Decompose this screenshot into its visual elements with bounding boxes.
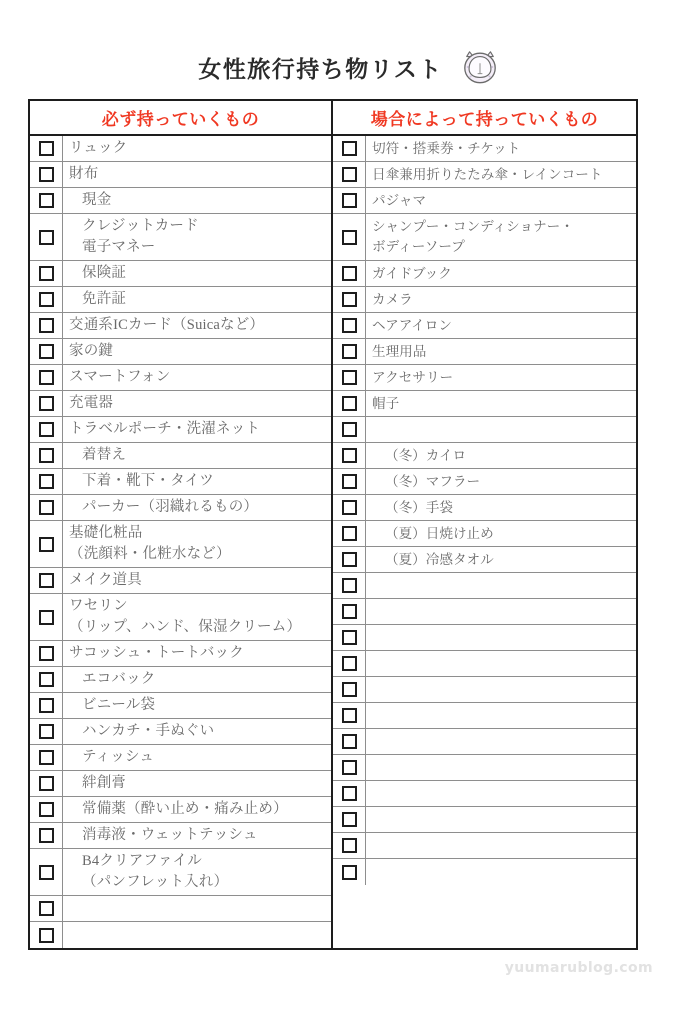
checkbox-icon[interactable] xyxy=(342,708,357,723)
item-label-line: 日傘兼用折りたたみ傘・レインコート xyxy=(372,166,603,182)
item-label-line: （冬）手袋 xyxy=(385,499,453,515)
checkbox-cell[interactable] xyxy=(30,568,63,593)
table-row xyxy=(30,365,331,391)
table-row xyxy=(333,651,636,677)
item-label-line: ボディーソープ xyxy=(372,239,465,254)
item-label-cell xyxy=(366,677,636,702)
checkbox-cell[interactable] xyxy=(30,495,63,520)
checkbox-icon[interactable] xyxy=(39,141,54,156)
checkbox-cell[interactable] xyxy=(333,313,366,338)
item-label-line: パーカー（羽織れるもの） xyxy=(82,498,259,515)
checkbox-icon[interactable] xyxy=(39,802,54,817)
checkbox-icon[interactable] xyxy=(39,193,54,208)
table-row xyxy=(333,495,636,521)
item-label-line: トラベルポーチ・洗濯ネット xyxy=(69,420,261,437)
checkbox-cell[interactable] xyxy=(333,833,366,858)
checkbox-cell[interactable] xyxy=(333,261,366,286)
checkbox-cell[interactable] xyxy=(333,729,366,754)
table-row xyxy=(30,693,331,719)
item-label-cell xyxy=(366,781,636,806)
checkbox-cell[interactable] xyxy=(30,261,63,286)
item-label-cell xyxy=(366,365,636,390)
checkbox-icon[interactable] xyxy=(342,656,357,671)
item-label-cell xyxy=(366,625,636,650)
checkbox-cell[interactable] xyxy=(30,771,63,796)
checkbox-icon[interactable] xyxy=(39,537,54,552)
item-label-cell xyxy=(366,417,636,442)
item-label-line: ハンカチ・手ぬぐい xyxy=(82,722,215,739)
table-row xyxy=(30,641,331,667)
checkbox-cell[interactable] xyxy=(333,188,366,213)
checkbox-icon[interactable] xyxy=(39,422,54,437)
item-label-line: 消毒液・ウェットテッシュ xyxy=(82,826,258,843)
checkbox-cell[interactable] xyxy=(30,745,63,770)
item-label-cell xyxy=(366,214,636,260)
checkbox-icon[interactable] xyxy=(342,344,357,359)
checkbox-cell[interactable] xyxy=(333,287,366,312)
table-row xyxy=(333,859,636,885)
item-label-line: サコッシュ・トートバック xyxy=(69,644,244,661)
table-row xyxy=(333,469,636,495)
item-label-cell xyxy=(63,443,331,468)
item-label-cell xyxy=(63,469,331,494)
checkbox-icon[interactable] xyxy=(39,474,54,489)
item-label-line: B4クリアファイル xyxy=(82,852,202,869)
item-label-line: 交通系ICカード（Suicaなど） xyxy=(69,316,265,333)
table-row xyxy=(333,188,636,214)
checkbox-icon[interactable] xyxy=(39,318,54,333)
checkbox-icon[interactable] xyxy=(342,812,357,827)
checkbox-icon[interactable] xyxy=(39,901,54,916)
table-row xyxy=(333,547,636,573)
item-label-line: 基礎化粧品 xyxy=(69,524,143,541)
checkbox-icon[interactable] xyxy=(342,141,357,156)
item-label-cell xyxy=(63,823,331,848)
item-label-line: ティッシュ xyxy=(82,748,155,765)
item-label-cell xyxy=(366,261,636,286)
table-row xyxy=(30,896,331,922)
item-label-cell xyxy=(63,922,331,948)
item-label-cell xyxy=(63,162,331,187)
checkbox-cell[interactable] xyxy=(333,651,366,676)
item-label-cell xyxy=(366,859,636,885)
item-label-line: 家の鍵 xyxy=(69,342,114,359)
item-label-cell xyxy=(366,547,636,572)
table-row xyxy=(333,214,636,261)
checkbox-icon[interactable] xyxy=(39,646,54,661)
checkbox-cell[interactable] xyxy=(333,703,366,728)
table-row xyxy=(30,287,331,313)
checkbox-icon[interactable] xyxy=(342,448,357,463)
table-row xyxy=(30,849,331,896)
item-label-cell xyxy=(366,188,636,213)
item-label-cell xyxy=(63,693,331,718)
checkbox-icon[interactable] xyxy=(39,698,54,713)
item-label-line: ヘアアイロン xyxy=(372,317,452,333)
checkbox-icon[interactable] xyxy=(39,828,54,843)
item-label-cell xyxy=(63,365,331,390)
checkbox-icon[interactable] xyxy=(39,396,54,411)
item-label-cell xyxy=(366,651,636,676)
packing-checklist-table xyxy=(28,99,638,950)
checkbox-icon[interactable] xyxy=(342,630,357,645)
column-header-must-take: 必ず持っていくもの xyxy=(30,101,333,134)
checkbox-icon[interactable] xyxy=(342,396,357,411)
table-row xyxy=(333,781,636,807)
item-label-cell xyxy=(366,573,636,598)
checkbox-cell[interactable] xyxy=(30,287,63,312)
table-row xyxy=(30,443,331,469)
item-label-line: 下着・靴下・タイツ xyxy=(82,472,215,489)
table-row xyxy=(333,313,636,339)
table-row xyxy=(30,521,331,568)
checkbox-cell[interactable] xyxy=(333,677,366,702)
item-label-cell xyxy=(63,261,331,286)
table-row xyxy=(333,417,636,443)
table-row xyxy=(333,365,636,391)
checkbox-icon[interactable] xyxy=(39,448,54,463)
checkbox-cell[interactable] xyxy=(30,214,63,260)
item-label-line: （パンフレット入れ） xyxy=(82,874,229,890)
item-label-cell xyxy=(63,849,331,895)
checkbox-cell[interactable] xyxy=(333,443,366,468)
checkbox-cell[interactable] xyxy=(30,391,63,416)
checkbox-cell[interactable] xyxy=(333,781,366,806)
item-label-line: エコバック xyxy=(82,670,156,687)
checkbox-icon[interactable] xyxy=(342,838,357,853)
item-label-line: リュック xyxy=(69,139,128,156)
item-label-cell xyxy=(366,599,636,624)
item-label-cell xyxy=(366,703,636,728)
item-label-cell xyxy=(366,136,636,161)
item-label-cell xyxy=(366,521,636,546)
item-label-line: （洗顔料・化粧水など） xyxy=(69,546,231,562)
item-label-line: ガイドブック xyxy=(372,265,452,281)
checkbox-cell[interactable] xyxy=(30,641,63,666)
table-row xyxy=(30,495,331,521)
table-row xyxy=(30,823,331,849)
item-label-cell xyxy=(63,417,331,442)
checkbox-icon[interactable] xyxy=(39,750,54,765)
table-row xyxy=(30,771,331,797)
table-row xyxy=(333,391,636,417)
table-row xyxy=(30,594,331,641)
checkbox-cell[interactable] xyxy=(30,136,63,161)
checkbox-cell[interactable] xyxy=(333,365,366,390)
table-body xyxy=(30,136,636,948)
checkbox-cell[interactable] xyxy=(30,719,63,744)
table-row xyxy=(333,443,636,469)
item-label-line: （夏）冷感タオル xyxy=(385,551,494,567)
checkbox-cell[interactable] xyxy=(333,755,366,780)
checkbox-icon[interactable] xyxy=(342,760,357,775)
item-label-cell xyxy=(63,896,331,921)
item-label-cell xyxy=(366,443,636,468)
item-label-cell xyxy=(63,568,331,593)
table-row xyxy=(333,162,636,188)
item-label-cell xyxy=(63,641,331,666)
table-row xyxy=(30,339,331,365)
table-row xyxy=(333,521,636,547)
checkbox-cell[interactable] xyxy=(30,896,63,921)
checkbox-cell[interactable] xyxy=(30,922,63,948)
column-header-maybe-take: 場合によって持っていくもの xyxy=(370,110,599,130)
table-row xyxy=(30,667,331,693)
table-row xyxy=(30,745,331,771)
item-label-line: 現金 xyxy=(82,191,112,208)
item-label-cell xyxy=(63,797,331,822)
item-label-line: 生理用品 xyxy=(372,343,427,359)
checkbox-icon[interactable] xyxy=(39,167,54,182)
item-label-cell xyxy=(366,391,636,416)
item-label-cell xyxy=(366,755,636,780)
item-label-line: スマートフォン xyxy=(69,368,171,385)
checkbox-cell[interactable] xyxy=(333,162,366,187)
table-row xyxy=(333,625,636,651)
table-row xyxy=(333,833,636,859)
checkbox-icon[interactable] xyxy=(39,344,54,359)
checkbox-cell[interactable] xyxy=(30,443,63,468)
table-row xyxy=(333,261,636,287)
checkbox-icon[interactable] xyxy=(342,474,357,489)
checkbox-icon[interactable] xyxy=(39,370,54,385)
table-header-row xyxy=(30,101,636,136)
item-label-line: 帽子 xyxy=(372,395,400,411)
checkbox-cell[interactable] xyxy=(333,599,366,624)
checkbox-cell[interactable] xyxy=(333,214,366,260)
checkbox-cell[interactable] xyxy=(30,849,63,895)
item-label-line: （冬）マフラー xyxy=(385,473,481,489)
table-row xyxy=(30,922,331,948)
item-label-cell xyxy=(63,719,331,744)
table-row xyxy=(333,287,636,313)
item-label-cell xyxy=(63,287,331,312)
column-must-take xyxy=(30,136,333,948)
checkbox-icon[interactable] xyxy=(342,370,357,385)
item-label-cell xyxy=(63,745,331,770)
item-label-cell xyxy=(63,594,331,640)
checkbox-cell[interactable] xyxy=(333,625,366,650)
table-row xyxy=(333,807,636,833)
checkbox-cell[interactable] xyxy=(30,162,63,187)
table-row xyxy=(30,214,331,261)
checkbox-icon[interactable] xyxy=(342,578,357,593)
round-animal-mascot-icon xyxy=(461,48,499,86)
checkbox-cell[interactable] xyxy=(30,313,63,338)
item-label-line: （冬）カイロ xyxy=(385,447,467,463)
table-row xyxy=(30,568,331,594)
item-label-line: 切符・搭乗券・チケット xyxy=(372,140,521,156)
checkbox-cell[interactable] xyxy=(30,339,63,364)
checkbox-icon[interactable] xyxy=(39,266,54,281)
checkbox-icon[interactable] xyxy=(342,865,357,880)
item-label-line: 着替え xyxy=(82,446,127,463)
checkbox-cell[interactable] xyxy=(333,136,366,161)
table-row xyxy=(30,261,331,287)
item-label-cell xyxy=(366,469,636,494)
checkbox-icon[interactable] xyxy=(342,604,357,619)
table-row xyxy=(333,755,636,781)
table-row xyxy=(30,391,331,417)
checkbox-cell[interactable] xyxy=(333,573,366,598)
site-watermark: yuumarublog.com xyxy=(504,960,653,976)
item-label-line: 電子マネー xyxy=(82,239,156,255)
checkbox-cell[interactable] xyxy=(30,823,63,848)
item-label-line: 絆創膏 xyxy=(82,774,127,791)
checkbox-icon[interactable] xyxy=(342,526,357,541)
checkbox-icon[interactable] xyxy=(342,786,357,801)
checkbox-icon[interactable] xyxy=(342,167,357,182)
item-label-cell xyxy=(63,214,331,260)
checkbox-cell[interactable] xyxy=(333,417,366,442)
table-row xyxy=(333,339,636,365)
item-label-line: アクセサリー xyxy=(372,369,454,385)
checkbox-cell[interactable] xyxy=(333,807,366,832)
checkbox-cell[interactable] xyxy=(30,693,63,718)
checkbox-icon[interactable] xyxy=(342,734,357,749)
checkbox-cell[interactable] xyxy=(333,391,366,416)
item-label-line: 免許証 xyxy=(82,290,127,307)
checkbox-icon[interactable] xyxy=(342,230,357,245)
item-label-line: 財布 xyxy=(69,165,99,182)
checkbox-icon[interactable] xyxy=(342,682,357,697)
table-row xyxy=(30,162,331,188)
checkbox-icon[interactable] xyxy=(39,573,54,588)
checkbox-icon[interactable] xyxy=(39,928,54,943)
page-header xyxy=(0,44,697,90)
item-label-cell xyxy=(63,495,331,520)
table-row xyxy=(333,729,636,755)
checkbox-icon[interactable] xyxy=(342,292,357,307)
checkbox-cell[interactable] xyxy=(333,521,366,546)
checkbox-cell[interactable] xyxy=(333,547,366,572)
item-label-line: クレジットカード xyxy=(82,217,199,234)
checkbox-cell[interactable] xyxy=(333,859,366,885)
item-label-cell xyxy=(366,287,636,312)
table-row xyxy=(30,313,331,339)
item-label-line: 保険証 xyxy=(82,264,127,281)
item-label-cell xyxy=(366,162,636,187)
checkbox-icon[interactable] xyxy=(39,230,54,245)
item-label-cell xyxy=(366,339,636,364)
item-label-cell xyxy=(63,136,331,161)
item-label-cell xyxy=(366,807,636,832)
table-row xyxy=(333,136,636,162)
checkbox-cell[interactable] xyxy=(30,188,63,213)
item-label-cell xyxy=(63,313,331,338)
checkbox-icon[interactable] xyxy=(39,724,54,739)
checkbox-icon[interactable] xyxy=(39,610,54,625)
item-label-line: ワセリン xyxy=(69,597,128,614)
checkbox-cell[interactable] xyxy=(30,469,63,494)
item-label-line: シャンプー・コンディショナー・ xyxy=(372,219,574,235)
item-label-cell xyxy=(63,521,331,567)
table-row xyxy=(333,599,636,625)
checkbox-icon[interactable] xyxy=(39,865,54,880)
item-label-cell xyxy=(63,339,331,364)
checkbox-icon[interactable] xyxy=(342,318,357,333)
item-label-line: 常備薬（酔い止め・痛み止め） xyxy=(82,800,288,817)
checkbox-icon[interactable] xyxy=(342,422,357,437)
checkbox-cell[interactable] xyxy=(30,365,63,390)
table-row xyxy=(333,573,636,599)
checkbox-icon[interactable] xyxy=(342,552,357,567)
checkbox-icon[interactable] xyxy=(39,776,54,791)
table-row xyxy=(30,719,331,745)
item-label-line: （夏）日焼け止め xyxy=(385,525,494,541)
item-label-cell xyxy=(366,495,636,520)
checkbox-cell[interactable] xyxy=(30,797,63,822)
item-label-line: カメラ xyxy=(372,291,413,307)
checkbox-cell[interactable] xyxy=(333,495,366,520)
checkbox-icon[interactable] xyxy=(342,500,357,515)
table-row xyxy=(333,677,636,703)
item-label-cell xyxy=(63,188,331,213)
item-label-cell xyxy=(63,391,331,416)
item-label-cell xyxy=(366,833,636,858)
checkbox-cell[interactable] xyxy=(333,339,366,364)
checkbox-icon[interactable] xyxy=(39,292,54,307)
item-label-line: メイク道具 xyxy=(69,571,142,588)
column-maybe-take xyxy=(333,136,636,948)
checkbox-icon[interactable] xyxy=(342,266,357,281)
table-row xyxy=(30,188,331,214)
item-label-line: （リップ、ハンド、保湿クリーム） xyxy=(69,619,302,635)
checkbox-cell[interactable] xyxy=(30,594,63,640)
checkbox-cell[interactable] xyxy=(30,417,63,442)
table-row xyxy=(333,703,636,729)
checkbox-icon[interactable] xyxy=(39,672,54,687)
checkbox-cell[interactable] xyxy=(333,469,366,494)
item-label-cell xyxy=(63,771,331,796)
item-label-line: ビニール袋 xyxy=(82,696,156,713)
checkbox-icon[interactable] xyxy=(342,193,357,208)
item-label-cell xyxy=(63,667,331,692)
checkbox-cell[interactable] xyxy=(30,521,63,567)
table-row xyxy=(30,417,331,443)
item-label-cell xyxy=(366,313,636,338)
page-title: 女性旅行持ち物リスト xyxy=(198,56,443,83)
table-row xyxy=(30,469,331,495)
item-label-cell xyxy=(366,729,636,754)
item-label-line: 充電器 xyxy=(69,394,114,411)
checkbox-cell[interactable] xyxy=(30,667,63,692)
checkbox-icon[interactable] xyxy=(39,500,54,515)
table-row xyxy=(30,136,331,162)
item-label-line: パジャマ xyxy=(372,192,427,208)
table-row xyxy=(30,797,331,823)
